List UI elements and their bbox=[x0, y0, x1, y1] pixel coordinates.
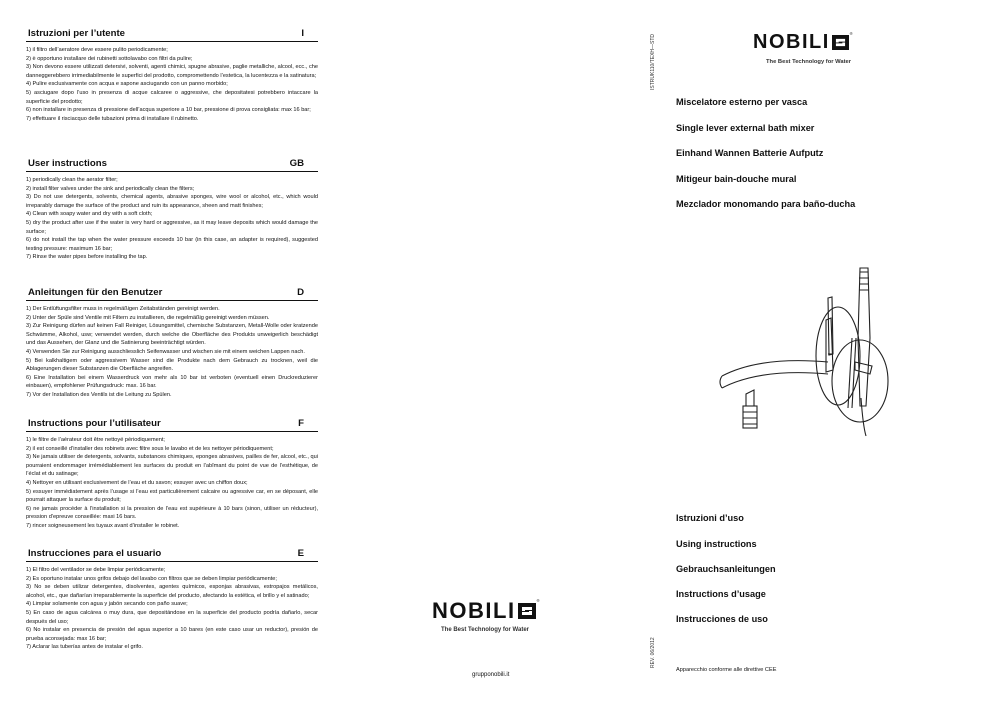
section-body bbox=[26, 566, 318, 652]
logo-emblem-icon bbox=[518, 603, 536, 619]
list-item: 6) ne jamais procéder à l’installation si la pression de l’eau est supérieure à 10 bars (sinon, utiliser un réducteur), pression d’epreuve conseillée: maxi 16 bars. bbox=[26, 505, 318, 521]
list-item: 3) Ne jamais utiliser de detergents, solvants, substances chimiques, eponges abrasives, pailles de fer, alcool, etc., qui pourraient endommager irrémédiablement les surfaces du produit en l’abîmant du point de vue de l’esthétique, de l’éclat et du satinage; bbox=[26, 454, 318, 478]
list-item: 6) non installare in presenza di pressione dell’acqua superiore a 10 bar, pressione di prova consigliata: max 16 bar; bbox=[26, 107, 311, 114]
product-title-es: Mezclador monomando para baño-ducha bbox=[676, 199, 856, 209]
section-body bbox=[26, 46, 318, 123]
front-logo bbox=[753, 31, 853, 54]
compliance-note: Apparecchio conforme alle direttive CEE bbox=[676, 667, 777, 673]
list-item: 4) Clean with soapy water and dry with a soft cloth; bbox=[26, 211, 153, 218]
list-item: 3) Non devono essere utilizzati detersivi, solventi, agenti chimici, spugne abrasive, paglie metalliche, alcool, ecc., che danneggerebbero irrimediabilmente le superfici del prodotto, compromettendo l’estetica, la lucentezza e la satinatura; bbox=[26, 64, 318, 79]
product-title-fr: Mitigeur bain-douche mural bbox=[676, 174, 797, 184]
section-title: Instructions pour l’utilisateur bbox=[28, 418, 161, 429]
website: grupponobili.it bbox=[472, 672, 510, 678]
list-item: 3) Do not use detergents, solvents, chemical agents, abrasive sponges, wire wool or alcohol, etc., which would irreparably damage the surface of the product and ruin its appearance, sheen and matt finishes; bbox=[26, 194, 318, 209]
list-item: 7) Rinse the water pipes before installing the tap. bbox=[26, 254, 148, 261]
list-item: 2) Unter der Spüle sind Ventile mit Filtern zu installieren, die regelmäßig gereinigt werden müssen. bbox=[26, 314, 270, 321]
section-title: User instructions bbox=[28, 158, 107, 169]
section-english bbox=[26, 156, 318, 262]
section-header bbox=[26, 546, 318, 562]
list-item: 4) Limpiar solamente con agua y jabón secando con paño suave; bbox=[26, 601, 188, 608]
language-code: I bbox=[301, 28, 304, 39]
list-item: 2) è opportuno installare dei rubinetti sottolavabo con filtri da pulire; bbox=[26, 55, 193, 62]
instruction-title-en: Using instructions bbox=[676, 539, 757, 549]
section-title: Instrucciones para el usuario bbox=[28, 548, 162, 559]
instruction-title-de: Gebrauchsanleitungen bbox=[676, 564, 776, 574]
list-item: 5) dry the product after use if the water is very hard or aggressive, as it may leave deposits which would damage the surface; bbox=[26, 219, 318, 235]
product-title-en: Single lever external bath mixer bbox=[676, 123, 815, 133]
language-code: D bbox=[297, 287, 304, 298]
registered-mark: ® bbox=[536, 598, 540, 603]
section-body bbox=[26, 305, 318, 400]
list-item: 7) Aclarar las tuberías antes de instalar el grifo. bbox=[26, 644, 143, 651]
list-item: 1) periodically clean the aerator filter; bbox=[26, 177, 118, 183]
list-item: 5) Bei kalkhaltigem oder aggressivem Wasser sind die Produkte nach dem Gebrauch zu trocknen, weil die Ablagerungen dieser Substanzen die Oberfläche angreifen. bbox=[26, 357, 318, 373]
logo-wordmark: NOBILI bbox=[432, 598, 516, 623]
section-header bbox=[26, 285, 318, 301]
list-item: 2) Es oportuno instalar unos grifos debajo del lavabo con filtros que se deben limpiar periódicamente; bbox=[26, 575, 277, 582]
section-spanish bbox=[26, 546, 318, 652]
list-item: 2) install filter valves under the sink and periodically clean the filters; bbox=[26, 185, 195, 192]
section-body bbox=[26, 176, 318, 262]
section-header bbox=[26, 416, 318, 432]
list-item: 4) Nettoyer en utilisant exclusivement de l’eau et du savon; essuyer avec un chiffon doux; bbox=[26, 479, 248, 486]
list-item: 6) Eine Installation bei einem Wasserdruck von mehr als 10 bar ist verboten (eventuell einen Druckreduzierer einbauen), empfohlener Prüfungsdruck: max. 16 bar. bbox=[26, 374, 318, 390]
list-item: 4) Pulire esclusivamente con acqua e sapone asciugando con un panno morbido; bbox=[26, 81, 228, 88]
language-code: GB bbox=[289, 158, 304, 169]
list-item: 3) Zur Reinigung dürfen auf keinen Fall Reiniger, Lösungsmittel, chemische Substanzen, Metall-Wolle oder kratzende Schwämme, Alkohol, usw; verwendet werden, durch welche die Oberfläche des Produkts unweigerlich beschädigt und das Aussehen, der Glanz und die Satinierung beeinträchtigt würden. bbox=[26, 323, 318, 347]
list-item: 2) il est conseillé d’installer des robinets avec filtre sous le lavabo et de les nettoyer périodiquement; bbox=[26, 445, 274, 452]
language-code: E bbox=[297, 548, 304, 559]
list-item: 6) do not install the tap when the water pressure exceeds 10 bar (in this case, an adapter is required), suggested testing pressure: maximum 16 bar; bbox=[26, 237, 318, 252]
language-code: F bbox=[298, 418, 304, 429]
list-item: 1) Der Entlüftungsfilter muss in regelmäßigen Zeitabständen gereinigt werden. bbox=[26, 306, 220, 312]
instruction-title-fr: Instructions d’usage bbox=[676, 589, 766, 599]
section-italian bbox=[26, 26, 318, 123]
list-item: 5) asciugare dopo l’uso in presenza di acque calcaree o aggressive, che depositatesi potrebbero intaccare la superficie del prodotto; bbox=[26, 89, 318, 105]
section-german bbox=[26, 285, 318, 400]
list-item: 1) le filtre de l’aérateur doit être nettoyé périodiquement; bbox=[26, 437, 165, 443]
product-title-it: Miscelatore esterno per vasca bbox=[676, 97, 808, 107]
section-title: Istruzioni per l’utente bbox=[28, 28, 126, 39]
list-item: 3) No se deben utilizar detergentes, disolventes, agentes químicos, esponjas abrasivas, estropajos metálicos, alcohol, etc., que dañarían irreparablemente la superficie del producto, afectando la estética, el brillo y el satinado; bbox=[26, 584, 318, 599]
list-item: 6) No instalar en presencia de presión del agua superior a 10 bares (en este caso usar un reductor), presión de prueba aconsejada: max 16 bar; bbox=[26, 627, 318, 642]
instruction-title-it: Istruzioni d’uso bbox=[676, 513, 744, 523]
product-title-de: Einhand Wannen Batterie Aufputz bbox=[676, 148, 824, 158]
list-item: 1) il filtro dell’aeratore deve essere pulito periodicamente; bbox=[26, 47, 168, 53]
section-french bbox=[26, 416, 318, 531]
revision: REV. 06/2012 bbox=[650, 637, 656, 668]
bath-mixer-illustration bbox=[700, 258, 920, 438]
front-tagline: The Best Technology for Water bbox=[766, 59, 852, 65]
section-header bbox=[26, 156, 318, 172]
list-item: 7) effettuare il risciacquo delle tubazioni prima di installare il rubinetto. bbox=[26, 115, 199, 122]
list-item: 7) rincer soigneusement les tuyaux avant d’installer le robinet. bbox=[26, 522, 180, 529]
registered-mark: ® bbox=[849, 31, 853, 36]
back-tagline: The Best Technology for Water bbox=[441, 627, 530, 633]
back-logo bbox=[432, 598, 540, 624]
section-body bbox=[26, 436, 318, 531]
list-item: 7) Vor der Installation des Ventils ist die Leitung zu Spülen. bbox=[26, 391, 172, 398]
logo-wordmark: NOBILI bbox=[753, 31, 830, 53]
list-item: 5) essuyer immédiatement après l’usage si l’eau est particulièrement calcaire ou agressive car, en se déposant, elle pourrait attaquer la surface du produit; bbox=[26, 488, 318, 504]
logo-emblem-icon bbox=[832, 35, 849, 50]
list-item: 4) Verwenden Sie zur Reinigung ausschliesslich Seifenwasser und wischen sie mit einem weichen Lappen nach. bbox=[26, 348, 305, 355]
list-item: 1) El filtro del ventilador se debe limpiar periódicamente; bbox=[26, 567, 166, 573]
list-item: 5) En caso de agua calcárea o muy dura, que depositándose en la superficie del producto podría dañarlo, secar después del uso; bbox=[26, 609, 318, 625]
document-code: ISTRUK110/TEXH—STD bbox=[650, 33, 656, 90]
instruction-title-es: Instrucciones de uso bbox=[676, 614, 768, 624]
section-header bbox=[26, 26, 318, 42]
section-title: Anleitungen für den Benutzer bbox=[28, 287, 163, 298]
